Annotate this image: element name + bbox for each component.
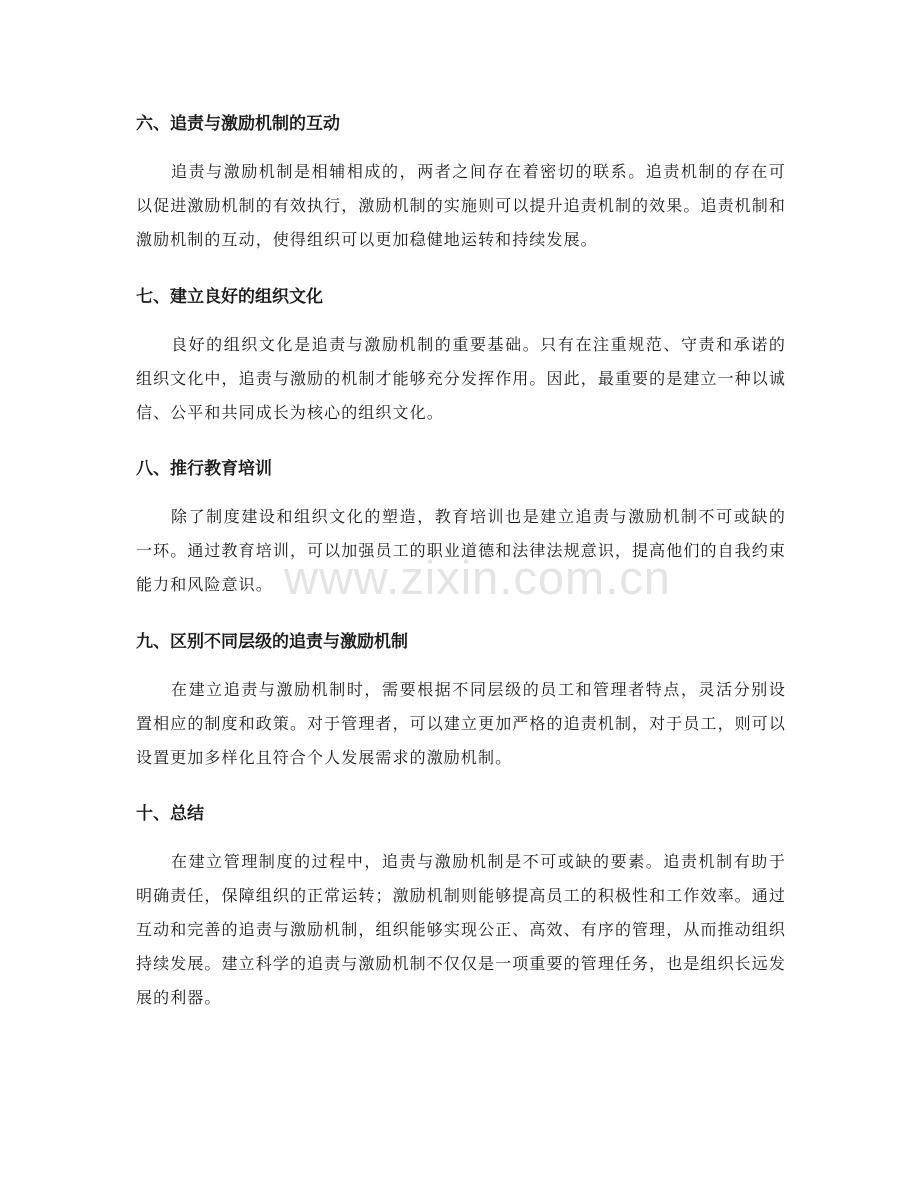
section-heading-6: 六、追责与激励机制的互动	[136, 114, 340, 134]
section-paragraph-8: 除了制度建设和组织文化的塑造，教育培训也是建立追责与激励机制不可或缺的一环。通过教育培训，可以加强员工的职业道德和法律法规意识，提高他们的自我约束能力和风险意识。	[136, 507, 786, 594]
section-paragraph-6: 追责与激励机制是相辅相成的，两者之间存在着密切的联系。追责机制的存在可以促进激励机制的有效执行，激励机制的实施则可以提升追责机制的效果。追责机制和激励机制的互动，使得组织可以更加稳健地运转和持续发展。	[136, 162, 786, 249]
section-heading-9: 九、区别不同层级的追责与激励机制	[136, 632, 408, 652]
section-heading-8: 八、推行教育培训	[136, 459, 272, 479]
section-paragraph-7: 良好的组织文化是追责与激励机制的重要基础。只有在注重规范、守责和承诺的组织文化中，追责与激励的机制才能够充分发挥作用。因此，最重要的是建立一种以诚信、公平和共同成长为核心的组织文化。	[136, 335, 786, 422]
section-paragraph-9: 在建立追责与激励机制时，需要根据不同层级的员工和管理者特点，灵活分别设置相应的制度和政策。对于管理者，可以建立更加严格的追责机制，对于员工，则可以设置更加多样化且符合个人发展需求的激励机制。	[136, 680, 786, 767]
section-heading-10: 十、总结	[136, 804, 204, 824]
section-paragraph-10: 在建立管理制度的过程中，追责与激励机制是不可或缺的要素。追责机制有助于明确责任，保障组织的正常运转；激励机制则能够提高员工的积极性和工作效率。通过互动和完善的追责与激励机制，组织能够实现公正、高效、有序的管理，从而推动组织持续发展。建立科学的追责与激励机制不仅仅是一项重要的管理任务，也是组织长远发展的利器。	[136, 852, 786, 1007]
section-heading-7: 七、建立良好的组织文化	[136, 287, 323, 307]
watermark: www.zixin.com.cn	[284, 551, 671, 604]
